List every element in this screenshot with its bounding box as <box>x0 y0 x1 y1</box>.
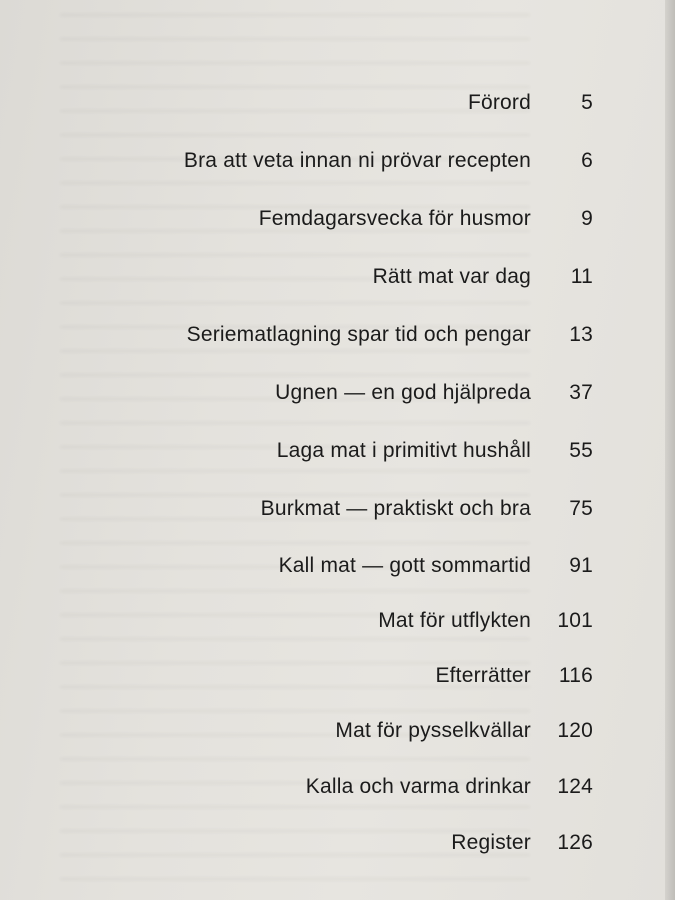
toc-page-number: 124 <box>557 775 593 798</box>
toc-page-number: 75 <box>569 497 593 520</box>
toc-title: Bra att veta innan ni prövar recepten <box>183 149 531 172</box>
toc-page-number: 101 <box>557 609 593 632</box>
toc-page-number: 13 <box>569 323 593 346</box>
toc-page-number: 37 <box>569 381 593 404</box>
toc-entry <box>468 88 593 118</box>
toc-page-number: 55 <box>569 439 593 462</box>
toc-entry <box>335 716 593 746</box>
toc-entry <box>187 320 593 350</box>
toc-entry <box>184 146 593 176</box>
toc-title: Kall mat — gott sommartid <box>278 554 531 577</box>
toc-title: Seriematlagning spar tid och pengar <box>186 323 531 346</box>
toc-page-number: 5 <box>581 91 593 114</box>
toc-title: Efterrätter <box>435 664 531 687</box>
toc-entry <box>378 606 593 636</box>
toc-title: Mat för pysselkvällar <box>335 719 531 742</box>
toc-title: Femdagarsvecka för husmor <box>258 207 531 230</box>
toc-title: Register <box>451 831 531 854</box>
toc-entry <box>261 494 593 524</box>
toc-page-number: 120 <box>557 719 593 742</box>
toc-entry <box>279 551 593 581</box>
toc-entry <box>451 828 593 858</box>
toc-page-number: 6 <box>581 149 593 172</box>
toc-title: Rätt mat var dag <box>372 265 531 288</box>
toc-entry <box>435 661 593 691</box>
toc-title: Laga mat i primitivt hushåll <box>276 439 531 462</box>
toc-page-number: 91 <box>569 554 593 577</box>
toc-entry <box>306 772 593 802</box>
toc-entry <box>259 204 593 234</box>
toc-title: Ugnen — en god hjälpreda <box>275 381 531 404</box>
toc-entry <box>275 378 593 408</box>
toc-entry <box>277 436 593 466</box>
toc-entry <box>373 262 593 292</box>
toc-title: Förord <box>467 91 531 114</box>
toc-page-number: 11 <box>570 265 593 288</box>
toc-page-number: 116 <box>558 664 593 687</box>
toc-title: Kalla och varma drinkar <box>305 775 531 798</box>
toc-page-number: 126 <box>557 831 593 854</box>
toc-title: Burkmat — praktiskt och bra <box>260 497 531 520</box>
toc-title: Mat för utflykten <box>378 609 531 632</box>
toc-page-number: 9 <box>581 207 593 230</box>
